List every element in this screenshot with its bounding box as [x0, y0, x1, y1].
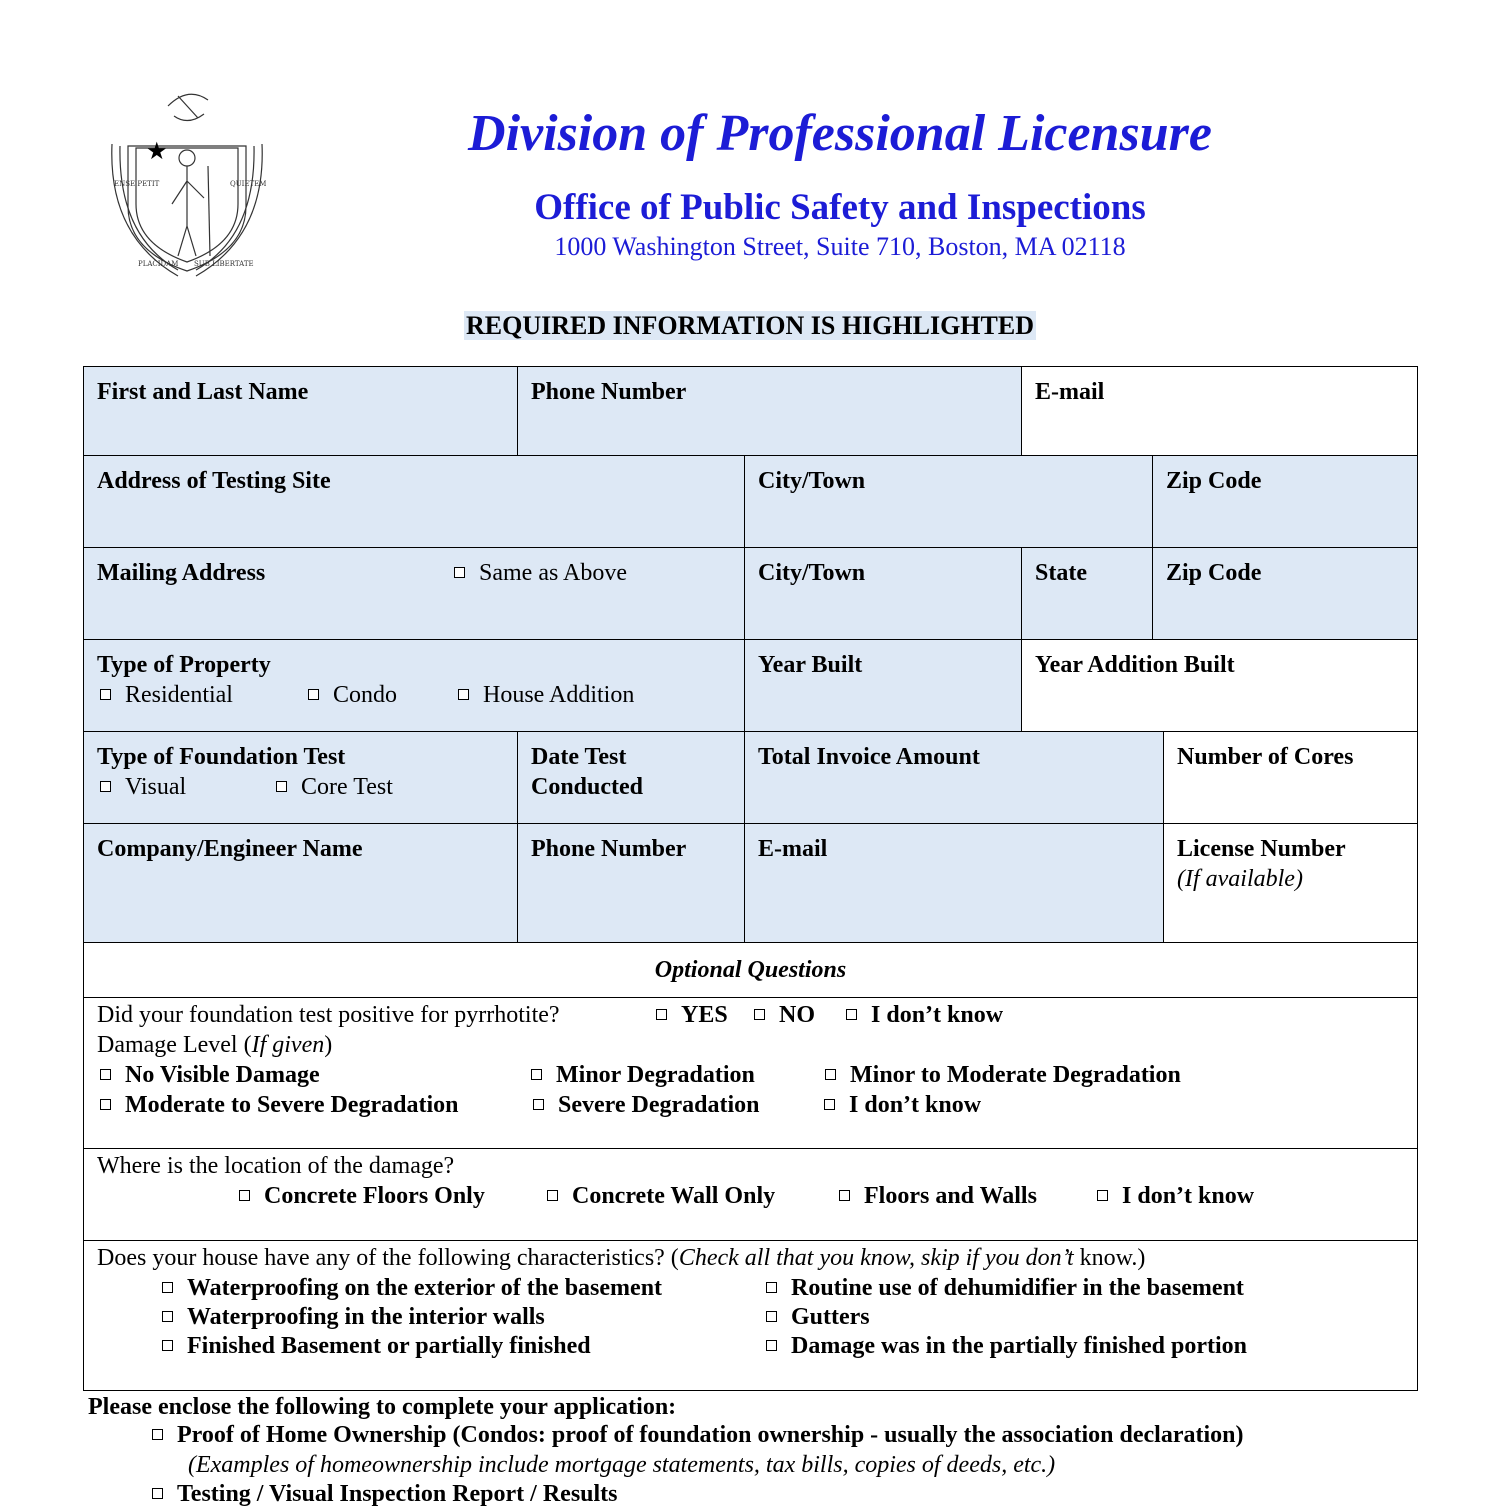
date-test-field[interactable] — [517, 731, 745, 824]
core-test-label: Core Test — [301, 774, 393, 800]
mailing-city-town-field[interactable] — [744, 547, 1022, 640]
company-email-field[interactable] — [744, 823, 1164, 943]
gutters-label: Gutters — [791, 1304, 870, 1330]
location-option-dont-know[interactable] — [1097, 1181, 1254, 1211]
foundation-test-type-field — [83, 731, 518, 824]
year-built-field[interactable] — [744, 639, 1022, 732]
state-label: State — [1035, 560, 1087, 586]
damage-option-minor-moderate[interactable] — [825, 1060, 1181, 1090]
no-visible-damage-checkbox[interactable] — [100, 1069, 111, 1080]
residential-checkbox[interactable] — [100, 689, 111, 700]
company-name-field[interactable] — [83, 823, 518, 943]
company-name-label: Company/Engineer Name — [97, 836, 363, 862]
office-address: 1000 Washington Street, Suite 710, Boston, MA 02118 — [554, 232, 1126, 261]
invoice-amount-field[interactable] — [744, 731, 1164, 824]
test-site-address-field[interactable] — [83, 455, 745, 548]
seal-motto-3: SUB LIBERTATE — [194, 260, 254, 268]
damage-option-severe[interactable] — [533, 1090, 760, 1120]
char-option-gutters[interactable] — [766, 1302, 870, 1332]
floors-only-label: Concrete Floors Only — [264, 1183, 485, 1209]
name-field[interactable] — [83, 366, 518, 456]
invoice-amount-label: Total Invoice Amount — [758, 744, 980, 770]
pyrrhotite-question: Did your foundation test positive for pyrrhotite? — [97, 1002, 560, 1028]
damage-finished-portion-checkbox[interactable] — [766, 1340, 777, 1351]
dont-know-label: I don’t know — [871, 1002, 1004, 1028]
date-test-label-1: Date Test — [531, 744, 627, 770]
yes-checkbox[interactable] — [656, 1009, 667, 1020]
no-label: NO — [779, 1002, 815, 1028]
char-option-dehumidifier[interactable] — [766, 1273, 1244, 1303]
characteristics-section — [83, 1240, 1418, 1391]
phone-field[interactable] — [517, 366, 1022, 456]
property-option-residential[interactable] — [100, 680, 233, 710]
dehumidifier-label: Routine use of dehumidifier in the basement — [791, 1275, 1244, 1301]
license-number-field[interactable] — [1163, 823, 1418, 943]
company-phone-field[interactable] — [517, 823, 745, 943]
mailing-zip-code-field[interactable] — [1152, 547, 1418, 640]
char-option-exterior-waterproofing[interactable] — [162, 1273, 662, 1303]
damage-location-section — [83, 1148, 1418, 1241]
floors-walls-label: Floors and Walls — [864, 1183, 1037, 1209]
damage-option-none[interactable] — [100, 1060, 320, 1090]
visual-label: Visual — [125, 774, 187, 800]
pyrrhotite-no-option[interactable] — [754, 1000, 815, 1030]
pyrrhotite-section — [83, 997, 1418, 1149]
property-type-label: Type of Property — [97, 652, 271, 678]
floors-only-checkbox[interactable] — [239, 1190, 250, 1201]
year-addition-built-label: Year Addition Built — [1035, 652, 1235, 678]
mailing-city-town-label: City/Town — [758, 560, 866, 586]
dont-know-checkbox[interactable] — [846, 1009, 857, 1020]
test-site-address-label: Address of Testing Site — [97, 468, 331, 494]
moderate-severe-checkbox[interactable] — [100, 1099, 111, 1110]
email-label: E-mail — [1035, 379, 1105, 405]
foundation-test-type-label: Type of Foundation Test — [97, 744, 346, 770]
zip-code-label: Zip Code — [1166, 468, 1262, 494]
house-addition-label: House Addition — [483, 682, 635, 708]
gutters-checkbox[interactable] — [766, 1311, 777, 1322]
license-number-note: (If available) — [1177, 866, 1303, 892]
office-title: Office of Public Safety and Inspections — [534, 187, 1146, 228]
char-option-interior-waterproofing[interactable] — [162, 1302, 545, 1332]
location-dont-know-label: I don’t know — [1122, 1183, 1255, 1209]
wall-only-label: Concrete Wall Only — [572, 1183, 776, 1209]
examples-note: (Examples of homeownership include mortgage statements, tax bills, copies of deeds, etc.) — [188, 1452, 1056, 1478]
testing-report-label: Testing / Visual Inspection Report / Results — [177, 1481, 618, 1507]
zip-code-field[interactable] — [1152, 455, 1418, 548]
minor-moderate-checkbox[interactable] — [825, 1069, 836, 1080]
char-option-damage-finished-portion[interactable] — [766, 1331, 1247, 1361]
finished-basement-checkbox[interactable] — [162, 1340, 173, 1351]
dehumidifier-checkbox[interactable] — [766, 1282, 777, 1293]
mailing-address-label: Mailing Address — [97, 560, 266, 586]
testing-report-checkbox[interactable] — [152, 1488, 163, 1499]
email-field[interactable] — [1021, 366, 1418, 456]
interior-waterproofing-label: Waterproofing in the interior walls — [187, 1304, 545, 1330]
company-phone-label: Phone Number — [531, 836, 687, 862]
wall-only-checkbox[interactable] — [547, 1190, 558, 1201]
svg-text:★: ★ — [146, 139, 168, 165]
phone-label: Phone Number — [531, 379, 687, 405]
visual-checkbox[interactable] — [100, 781, 111, 792]
condo-checkbox[interactable] — [308, 689, 319, 700]
interior-waterproofing-checkbox[interactable] — [162, 1311, 173, 1322]
same-as-above-label: Same as Above — [479, 560, 627, 586]
city-town-field[interactable] — [744, 455, 1153, 548]
proof-ownership-label: Proof of Home Ownership (Condos: proof of foundation ownership - usually the association declaration) — [177, 1422, 1244, 1448]
location-dont-know-checkbox[interactable] — [1097, 1190, 1108, 1201]
division-title: Division of Professional Licensure — [468, 105, 1212, 162]
location-question: Where is the location of the damage? — [97, 1153, 455, 1179]
damage-option-minor[interactable] — [531, 1060, 755, 1090]
massachusetts-seal — [108, 86, 266, 280]
moderate-severe-label: Moderate to Severe Degradation — [125, 1092, 459, 1118]
damage-dont-know-label: I don’t know — [849, 1092, 982, 1118]
minor-moderate-label: Minor to Moderate Degradation — [850, 1062, 1181, 1088]
minor-degradation-checkbox[interactable] — [531, 1069, 542, 1080]
residential-label: Residential — [125, 682, 233, 708]
foundation-option-core-test[interactable] — [276, 772, 393, 802]
name-label: First and Last Name — [97, 379, 309, 405]
seal-motto-1: ENSE PETIT — [114, 180, 160, 188]
characteristics-question: Does your house have any of the following characteristics? (Check all that you know, skip if you don’t know.) — [97, 1245, 1146, 1271]
number-of-cores-field[interactable] — [1163, 731, 1418, 824]
char-option-finished-basement[interactable] — [162, 1331, 591, 1361]
same-as-above-checkbox[interactable] — [454, 567, 465, 578]
optional-questions-heading — [83, 942, 1418, 998]
license-number-label: License Number — [1177, 836, 1346, 862]
required-info-banner — [0, 311, 1500, 341]
pyrrhotite-dont-know-option[interactable] — [846, 1000, 1003, 1030]
year-addition-built-field[interactable] — [1021, 639, 1418, 732]
location-option-floors-walls[interactable] — [839, 1181, 1037, 1211]
damage-dont-know-checkbox[interactable] — [824, 1099, 835, 1110]
exterior-waterproofing-label: Waterproofing on the exterior of the basement — [187, 1275, 663, 1301]
application-form — [83, 366, 1418, 1391]
yes-label: YES — [681, 1002, 728, 1028]
enclose-heading: Please enclose the following to complete your application: — [88, 1394, 677, 1420]
house-addition-checkbox[interactable] — [458, 689, 469, 700]
finished-basement-label: Finished Basement or partially finished — [187, 1333, 591, 1359]
year-built-label: Year Built — [758, 652, 863, 678]
mailing-zip-code-label: Zip Code — [1166, 560, 1262, 586]
no-visible-damage-label: No Visible Damage — [125, 1062, 320, 1088]
damage-level-label: Damage Level (If given) — [97, 1032, 333, 1058]
damage-option-moderate-severe[interactable] — [100, 1090, 458, 1120]
property-type-field — [83, 639, 745, 732]
core-test-checkbox[interactable] — [276, 781, 287, 792]
exterior-waterproofing-checkbox[interactable] — [162, 1282, 173, 1293]
damage-finished-portion-label: Damage was in the partially finished portion — [791, 1333, 1248, 1359]
number-of-cores-label: Number of Cores — [1177, 744, 1354, 770]
city-town-label: City/Town — [758, 468, 866, 494]
state-field[interactable] — [1021, 547, 1153, 640]
required-info-text: REQUIRED INFORMATION IS HIGHLIGHTED — [466, 311, 1034, 340]
floors-walls-checkbox[interactable] — [839, 1190, 850, 1201]
enclose-item-proof-ownership[interactable] — [152, 1422, 1244, 1449]
property-option-condo[interactable] — [308, 680, 397, 710]
location-option-wall[interactable] — [547, 1181, 775, 1211]
severe-degradation-label: Severe Degradation — [558, 1092, 760, 1118]
no-checkbox[interactable] — [754, 1009, 765, 1020]
date-test-label-2: Conducted — [531, 774, 644, 800]
severe-degradation-checkbox[interactable] — [533, 1099, 544, 1110]
foundation-option-visual[interactable] — [100, 772, 186, 802]
seal-motto-4: QUIETEM — [230, 180, 266, 188]
seal-motto-2: PLACIDAM — [138, 260, 179, 268]
pyrrhotite-yes-option[interactable] — [656, 1000, 728, 1030]
company-email-label: E-mail — [758, 836, 828, 862]
optional-questions-text: Optional Questions — [654, 957, 847, 983]
condo-label: Condo — [333, 682, 398, 708]
location-option-floors[interactable] — [239, 1181, 485, 1211]
proof-ownership-checkbox[interactable] — [152, 1429, 163, 1440]
mailing-address-field[interactable] — [83, 547, 745, 640]
property-option-house-addition[interactable] — [458, 680, 634, 710]
same-as-above-option[interactable] — [454, 558, 627, 588]
damage-option-dont-know[interactable] — [824, 1090, 981, 1120]
minor-degradation-label: Minor Degradation — [556, 1062, 755, 1088]
enclose-item-testing-report[interactable] — [152, 1481, 618, 1508]
